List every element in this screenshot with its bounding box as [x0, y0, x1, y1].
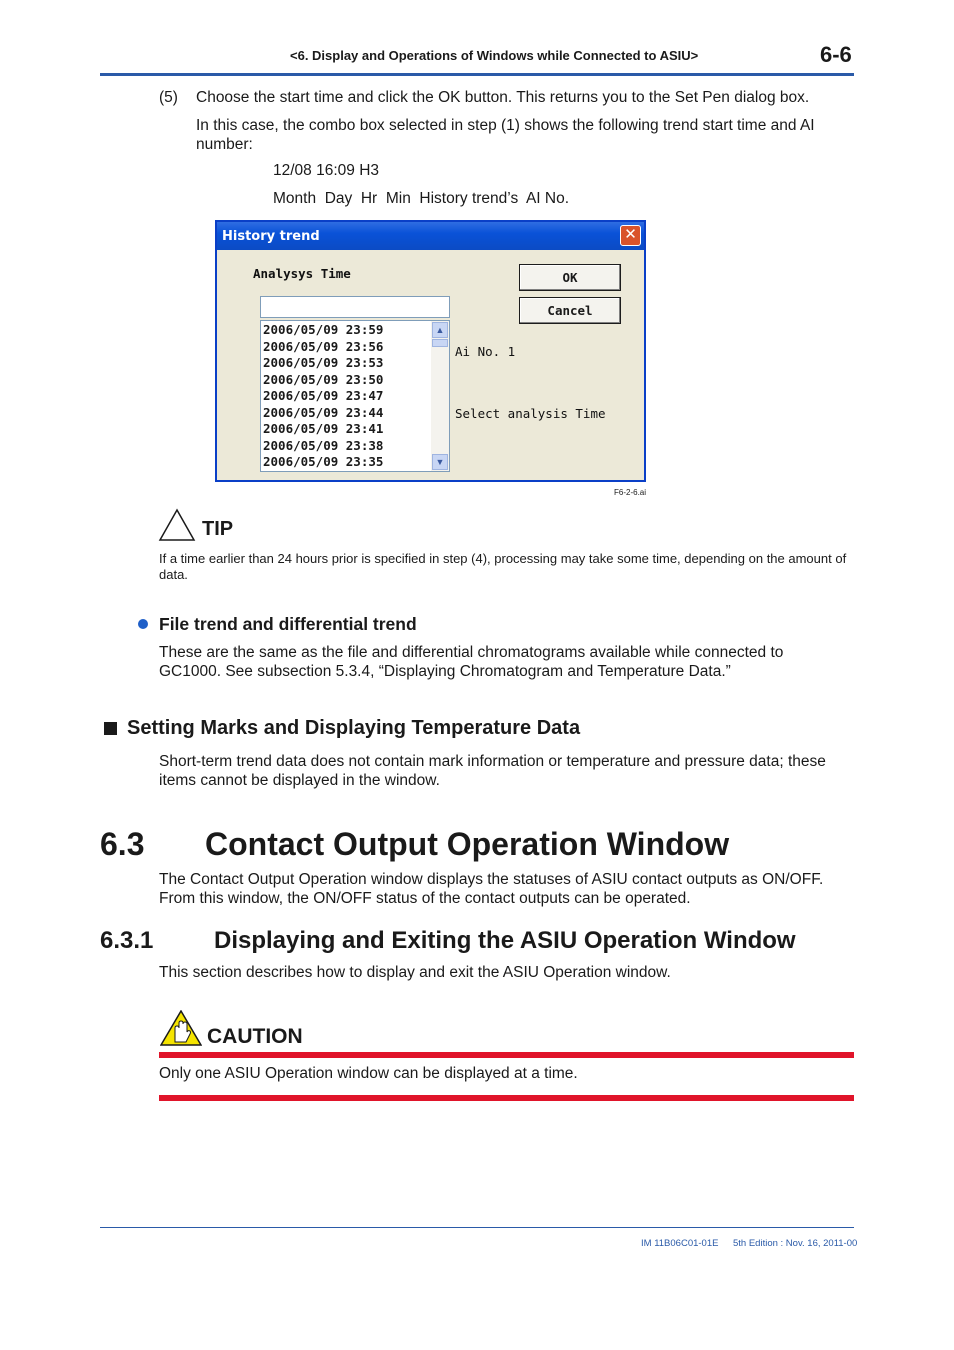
caution-label: CAUTION [207, 1025, 303, 1048]
list-item[interactable]: 2006/05/09 23:50 [263, 371, 384, 387]
caution-hand-icon [160, 1010, 202, 1046]
list-item[interactable]: 2006/05/09 23:56 [263, 338, 384, 354]
section-6-3-title: Contact Output Operation Window [205, 826, 730, 862]
cancel-button[interactable]: Cancel [519, 297, 621, 324]
section-6-3-number: 6.3 [100, 826, 145, 862]
chapter-title: <6. Display and Operations of Windows while Connected to ASIU> [290, 48, 699, 63]
list-item[interactable]: 2006/05/09 23:53 [263, 355, 384, 370]
step-text: Choose the start time and click the OK button. This returns you to the Set Pen dialog box. [196, 89, 810, 106]
scroll-thumb[interactable] [432, 339, 448, 347]
close-icon[interactable]: ✕ [620, 225, 641, 246]
dialog-title: History trend [222, 229, 320, 244]
page-number: 6-6 [820, 42, 852, 67]
list-item[interactable]: 2006/05/09 23:35 [263, 454, 384, 469]
analysis-time-label: Analysys Time [253, 266, 351, 281]
tip-label: TIP [202, 518, 234, 540]
section-6-3-1-title: Displaying and Exiting the ASIU Operation Window [214, 927, 796, 954]
footer-doc-number: IM 11B06C01-01E [641, 1238, 719, 1249]
marks-text: Short-term trend data does not contain mark information or temperature and pressure data; these items cannot be displayed in the window. [159, 753, 826, 789]
figure-label: F6-2-6.ai [614, 488, 647, 497]
scroll-down-icon[interactable]: ▼ [432, 454, 448, 470]
example-legend: Month Day Hr Min History trend’s AI No. [273, 190, 570, 207]
analysis-time-list[interactable] [260, 320, 450, 472]
tip-text: If a time earlier than 24 hours prior is specified in step (4), processing may take some time, depending on the amount of data. [159, 551, 847, 582]
history-trend-dialog [215, 220, 646, 482]
scroll-up-icon[interactable]: ▲ [432, 322, 448, 338]
header-rule [100, 73, 854, 76]
section-6-3-1-text: This section describes how to display and exit the ASIU Operation window. [159, 964, 671, 981]
step-paragraph: In this case, the combo box selected in step (1) shows the following trend start time and AI number: [196, 117, 815, 153]
caution-top-bar [159, 1052, 854, 1058]
file-trend-text: These are the same as the file and differential chromatograms available while connected to GC1000. See subsection 5.3.4, “Displaying Chromatogram and Temperature Data.” [159, 644, 784, 680]
analysis-time-input[interactable] [260, 296, 450, 318]
list-item[interactable]: 2006/05/09 23:59 [263, 322, 384, 337]
file-trend-heading: File trend and differential trend [159, 614, 417, 634]
ai-number-label: Ai No. 1 [455, 344, 516, 359]
list-item[interactable]: 2006/05/09 23:44 [263, 404, 384, 420]
list-item[interactable]: 2006/05/09 23:41 [263, 421, 384, 436]
list-items [263, 322, 431, 471]
footer-edition: 5th Edition : Nov. 16, 2011-00 [733, 1238, 858, 1249]
example-value: 12/08 16:09 H3 [273, 162, 380, 179]
footer-rule [100, 1227, 854, 1228]
step-number: (5) [159, 89, 178, 106]
section-6-3-1-number: 6.3.1 [100, 927, 154, 954]
marks-heading: Setting Marks and Displaying Temperature Data [127, 717, 581, 739]
dialog-titlebar[interactable] [217, 222, 644, 250]
ok-button[interactable]: OK [519, 264, 621, 291]
square-bullet-icon [104, 722, 117, 735]
list-scrollbar[interactable] [431, 321, 449, 471]
list-item[interactable]: 2006/05/09 23:38 [263, 437, 384, 453]
section-6-3-text: The Contact Output Operation window displays the statuses of ASIU contact outputs as ON/OFF. From this window, the ON/OFF status of the contact outputs can be operated. [159, 871, 824, 907]
tip-triangle-icon [158, 508, 196, 542]
caution-bottom-bar [159, 1095, 854, 1101]
caution-text: Only one ASIU Operation window can be displayed at a time. [159, 1065, 578, 1082]
list-item[interactable]: 2006/05/09 23:47 [263, 388, 384, 403]
select-analysis-time-label: Select analysis Time [455, 406, 606, 421]
bullet-dot-icon [138, 619, 148, 629]
